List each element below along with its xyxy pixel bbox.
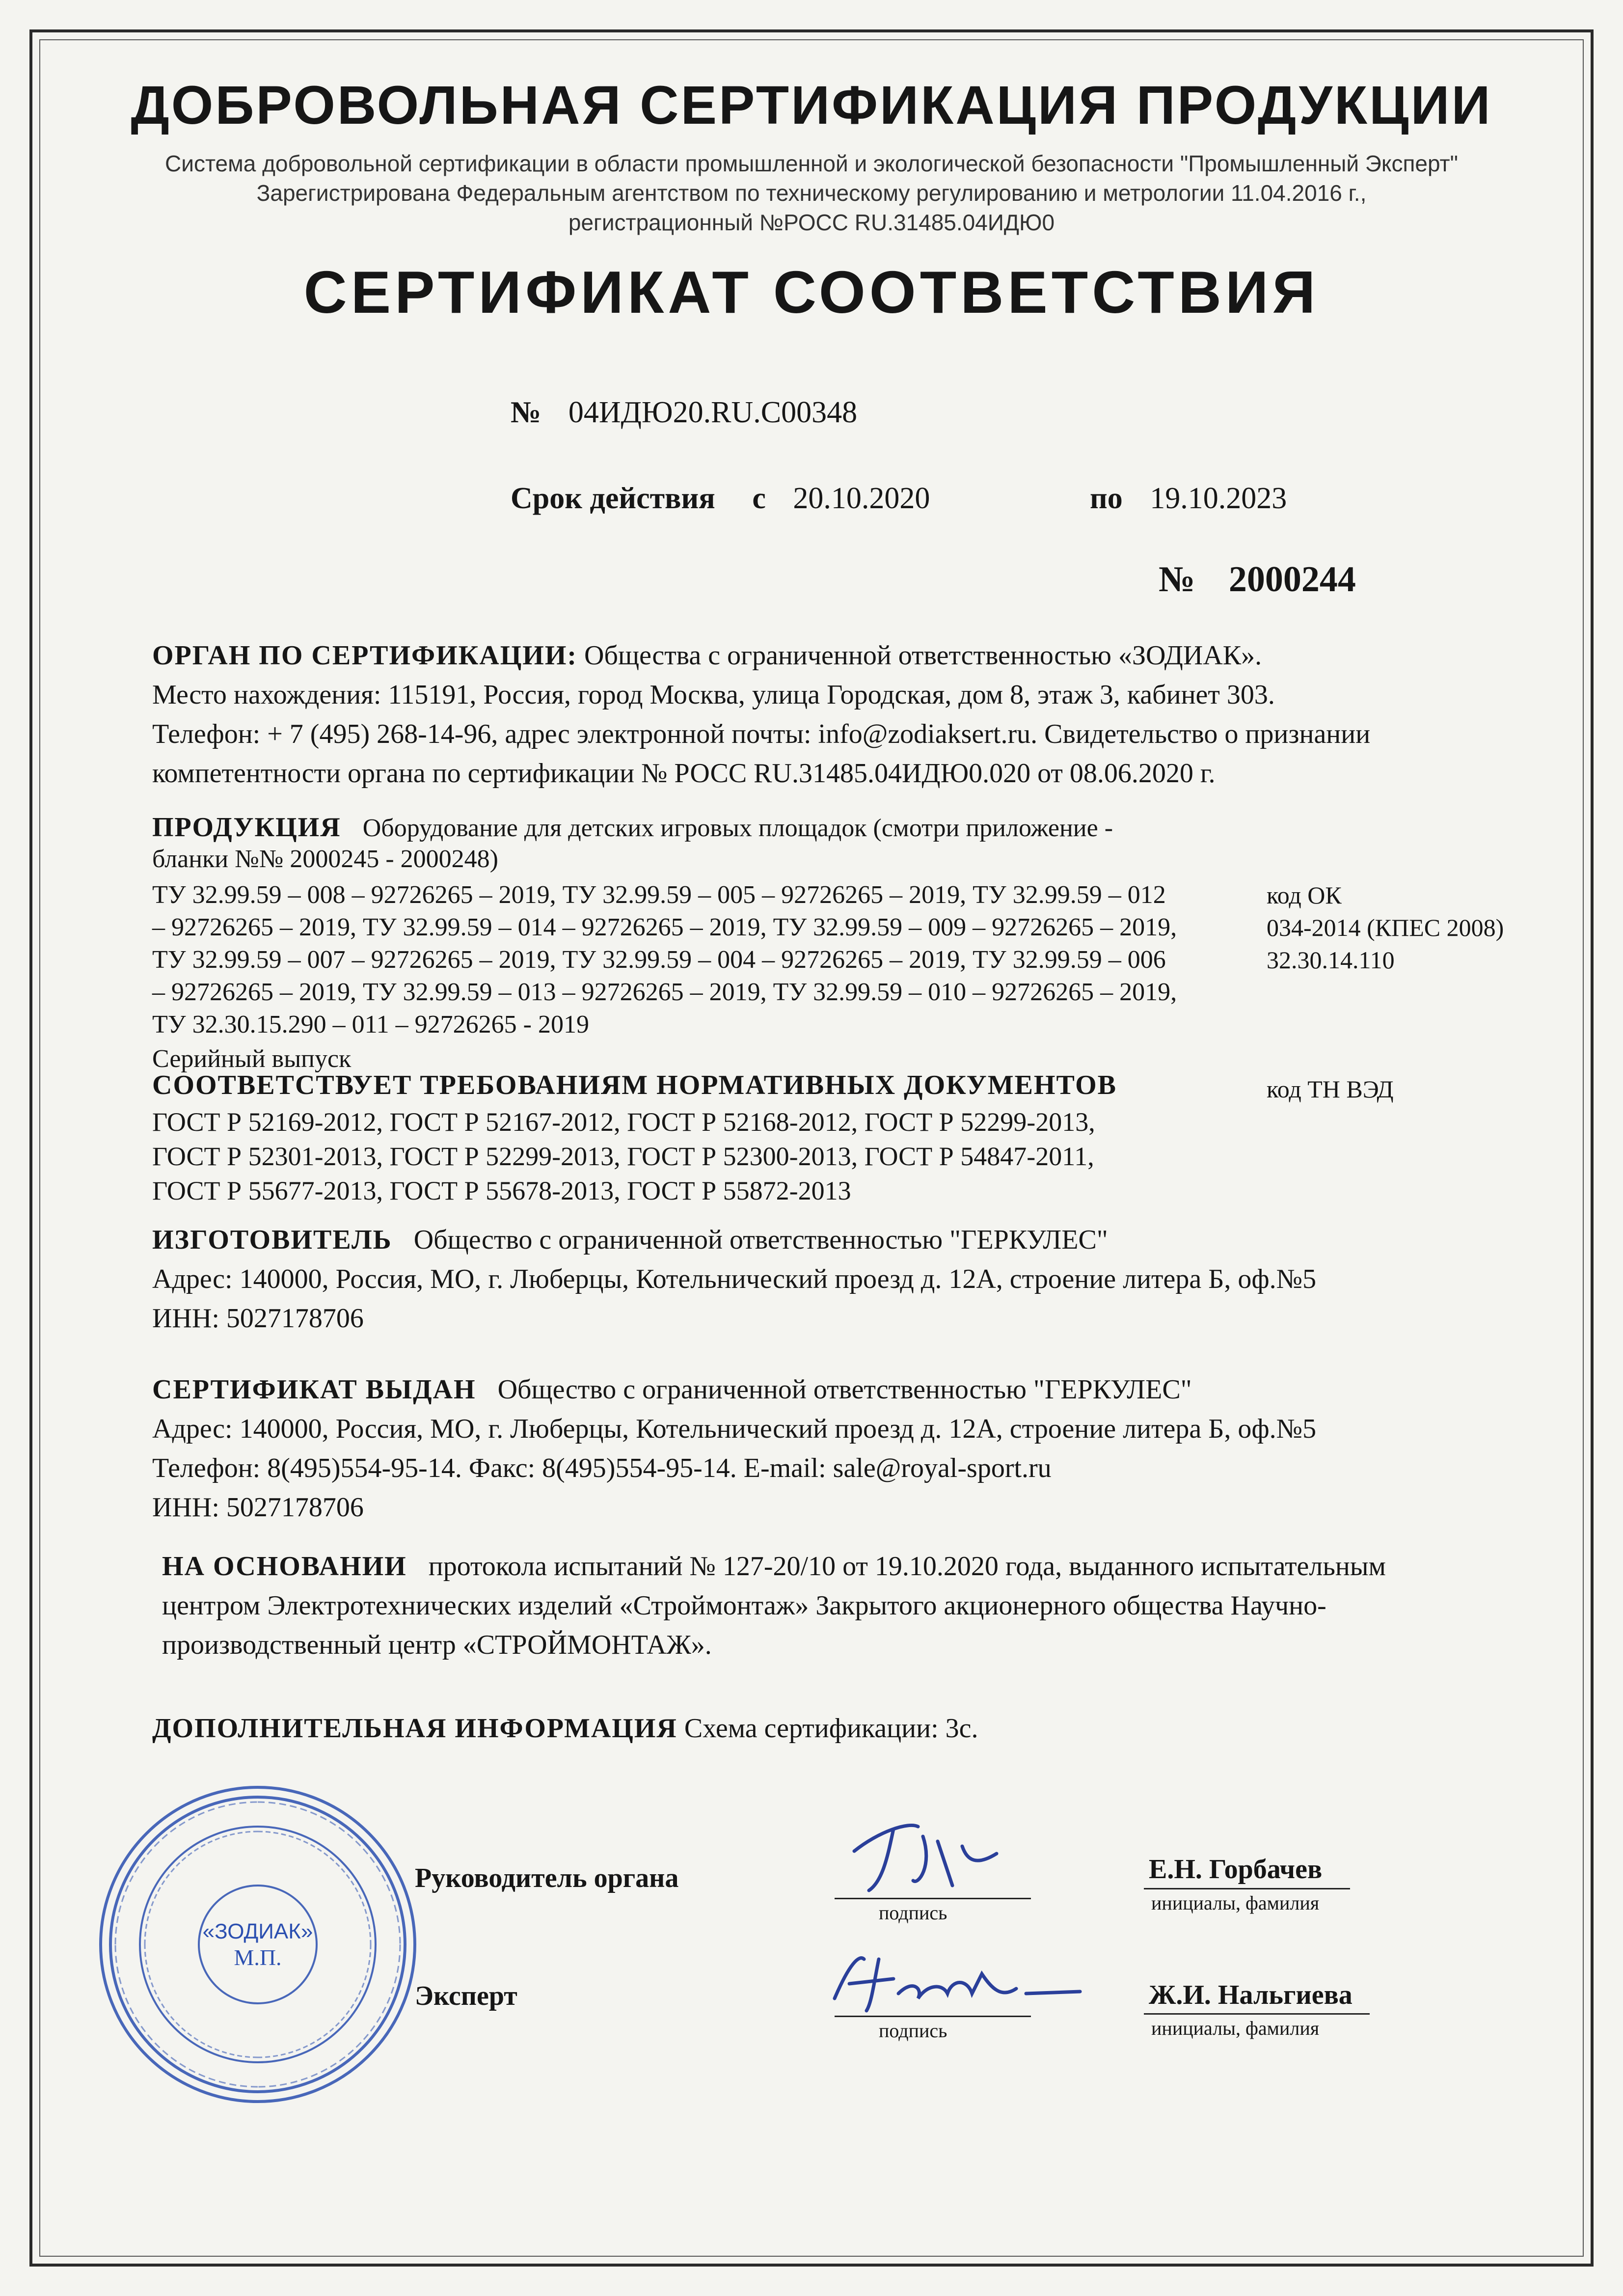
ok-code-line: код ОК [1267,881,1342,909]
issued-label: СЕРТИФИКАТ ВЫДАН [152,1374,476,1405]
validity-to-label: по [1090,482,1123,515]
organ-name: Общества с ограниченной ответственностью «ЗОДИАК». [584,640,1262,671]
issued-inn: ИНН: 5027178706 [152,1492,364,1523]
blank-number-label: № [1159,559,1195,600]
header-title: ДОБРОВОЛЬНАЯ СЕРТИФИКАЦИЯ ПРОДУКЦИИ [131,75,1492,136]
serial-production: Серийный выпуск [152,1045,352,1073]
validity-label: Срок действия [511,482,715,515]
organ-line2: Место нахождения: 115191, Россия, город Москва, улица Городская, дом 8, этаж 3, кабинет 303. [152,680,1275,710]
certificate-title: СЕРТИФИКАТ СООТВЕТСТВИЯ [303,259,1320,326]
expert-signature-line [835,2016,1031,2017]
blank-number: 2000244 [1228,559,1356,600]
issued-phone: Телефон: 8(495)554-95-14. Факс: 8(495)554-95-14. E-mail: sale@royal-sport.ru [152,1453,1052,1483]
expert-label: Эксперт [415,1981,517,2011]
system-line: Система добровольной сертификации в области промышленной и экологической безопасности "Промышленный Эксперт" [165,151,1458,176]
registered-line: Зарегистрирована Федеральным агентством по техническому регулированию и метрологии 11.04.2016 г., [256,180,1367,206]
organ-stamp [96,1782,420,2106]
basis-label: НА ОСНОВАНИИ [162,1551,407,1582]
validity-to-row [1090,479,1287,518]
tu-line: ТУ 32.99.59 – 008 – 92726265 – 2019, ТУ 32.99.59 – 005 – 92726265 – 2019, ТУ 32.99.59 – 012 [152,881,1166,909]
stamp-center-text: «ЗОДИАК» [202,1919,313,1943]
expert-sign-caption: подпись [879,2020,947,2042]
product-line2: бланки №№ 2000245 - 2000248) [152,845,498,873]
ok-code-line: 32.30.14.110 [1267,946,1395,974]
manufacturer-address: Адрес: 140000, Россия, МО, г. Люберцы, Котельнический проезд д. 12А, строение литера Б, оф.№5 [152,1264,1317,1294]
head-label: Руководитель органа [415,1863,679,1893]
validity-row [511,479,930,518]
product-label: ПРОДУКЦИЯ [152,812,341,843]
head-name: Е.Н. Горбачев [1149,1854,1323,1885]
expert-signature [820,1944,1095,2023]
validity-to-date: 19.10.2023 [1150,482,1287,515]
gost-line: ГОСТ Р 52301-2013, ГОСТ Р 52299-2013, ГОСТ Р 52300-2013, ГОСТ Р 54847-2011, [152,1142,1094,1171]
cert-number-row [511,393,857,432]
tnved-label: код ТН ВЭД [1267,1075,1394,1103]
expert-name: Ж.И. Нальгиева [1149,1980,1352,2010]
issued-line1 [152,1370,1192,1409]
cert-number-label: № [511,396,541,429]
reg-number-line: регистрационный №РОСС RU.31485.04ИДЮ0 [568,210,1055,235]
manufacturer-line1 [152,1220,1108,1259]
manufacturer-inn: ИНН: 5027178706 [152,1303,364,1334]
conformity-list [152,1105,1095,1208]
organ-line1 [152,636,1262,675]
gost-line: ГОСТ Р 55677-2013, ГОСТ Р 55678-2013, ГОСТ Р 55872-2013 [152,1176,851,1205]
conformity-label: СООТВЕТСТВУЕТ ТРЕБОВАНИЯМ НОРМАТИВНЫХ ДОКУМЕНТОВ [152,1070,1117,1100]
tu-line: ТУ 32.99.59 – 007 – 92726265 – 2019, ТУ 32.99.59 – 004 – 92726265 – 2019, ТУ 32.99.59 – 006 [152,946,1166,974]
tu-line: ТУ 32.30.15.290 – 011 – 92726265 - 2019 [152,1011,589,1039]
expert-name-line [1144,2013,1370,2015]
additional-text: Схема сертификации: 3с. [684,1713,978,1744]
blank-number-row [1159,555,1356,604]
validity-from-date: 20.10.2020 [793,482,930,515]
head-name-line [1144,1888,1350,1889]
expert-name-caption: инициалы, фамилия [1151,2017,1320,2039]
additional-line [152,1709,978,1748]
issued-address: Адрес: 140000, Россия, МО, г. Люберцы, Котельнический проезд д. 12А, строение литера Б, оф.№5 [152,1414,1317,1444]
organ-label: ОРГАН ПО СЕРТИФИКАЦИИ: [152,640,578,671]
ok-code-line: 034-2014 (КПЕС 2008) [1267,914,1504,941]
additional-label: ДОПОЛНИТЕЛЬНАЯ ИНФОРМАЦИЯ [152,1713,677,1744]
organ-line3: Телефон: + 7 (495) 268-14-96, адрес электронной почты: info@zodiaksert.ru. Свидетельство о признании [152,719,1371,749]
basis-line1 [162,1547,1386,1586]
product-name: Оборудование для детских игровых площадок (смотри приложение - [362,814,1113,842]
head-signature [835,1807,1021,1905]
organ-line4: компетентности органа по сертификации № РОСС RU.31485.04ИДЮ0.020 от 08.06.2020 г. [152,758,1216,789]
manufacturer-name: Общество с ограниченной ответственностью "ГЕРКУЛЕС" [413,1225,1108,1255]
tu-list [152,879,1177,1075]
issued-name: Общество с ограниченной ответственностью "ГЕРКУЛЕС" [497,1374,1192,1405]
head-name-caption: инициалы, фамилия [1151,1892,1320,1914]
validity-from-label: с [752,482,766,515]
stamp-mp-text: М.П. [234,1945,282,1970]
cert-number: 04ИДЮ20.RU.C00348 [568,396,858,429]
manufacturer-label: ИЗГОТОВИТЕЛЬ [152,1225,392,1255]
ok-code [1267,879,1504,976]
basis-text1: протокола испытаний № 127-20/10 от 19.10.2020 года, выданного испытательным [428,1551,1386,1582]
gost-line: ГОСТ Р 52169-2012, ГОСТ Р 52167-2012, ГОСТ Р 52168-2012, ГОСТ Р 52299-2013, [152,1107,1095,1137]
head-sign-caption: подпись [879,1902,947,1924]
tu-line: – 92726265 – 2019, ТУ 32.99.59 – 014 – 92726265 – 2019, ТУ 32.99.59 – 009 – 92726265 – 2019, [152,913,1177,941]
tu-line: – 92726265 – 2019, ТУ 32.99.59 – 013 – 92726265 – 2019, ТУ 32.99.59 – 010 – 92726265 – 2019, [152,978,1177,1006]
basis-line2: центром Электротехнических изделий «Строймонтаж» Закрытого акционерного общества Научно- [162,1590,1326,1621]
basis-line3: производственный центр «СТРОЙМОНТАЖ». [162,1630,712,1660]
head-signature-line [835,1898,1031,1899]
